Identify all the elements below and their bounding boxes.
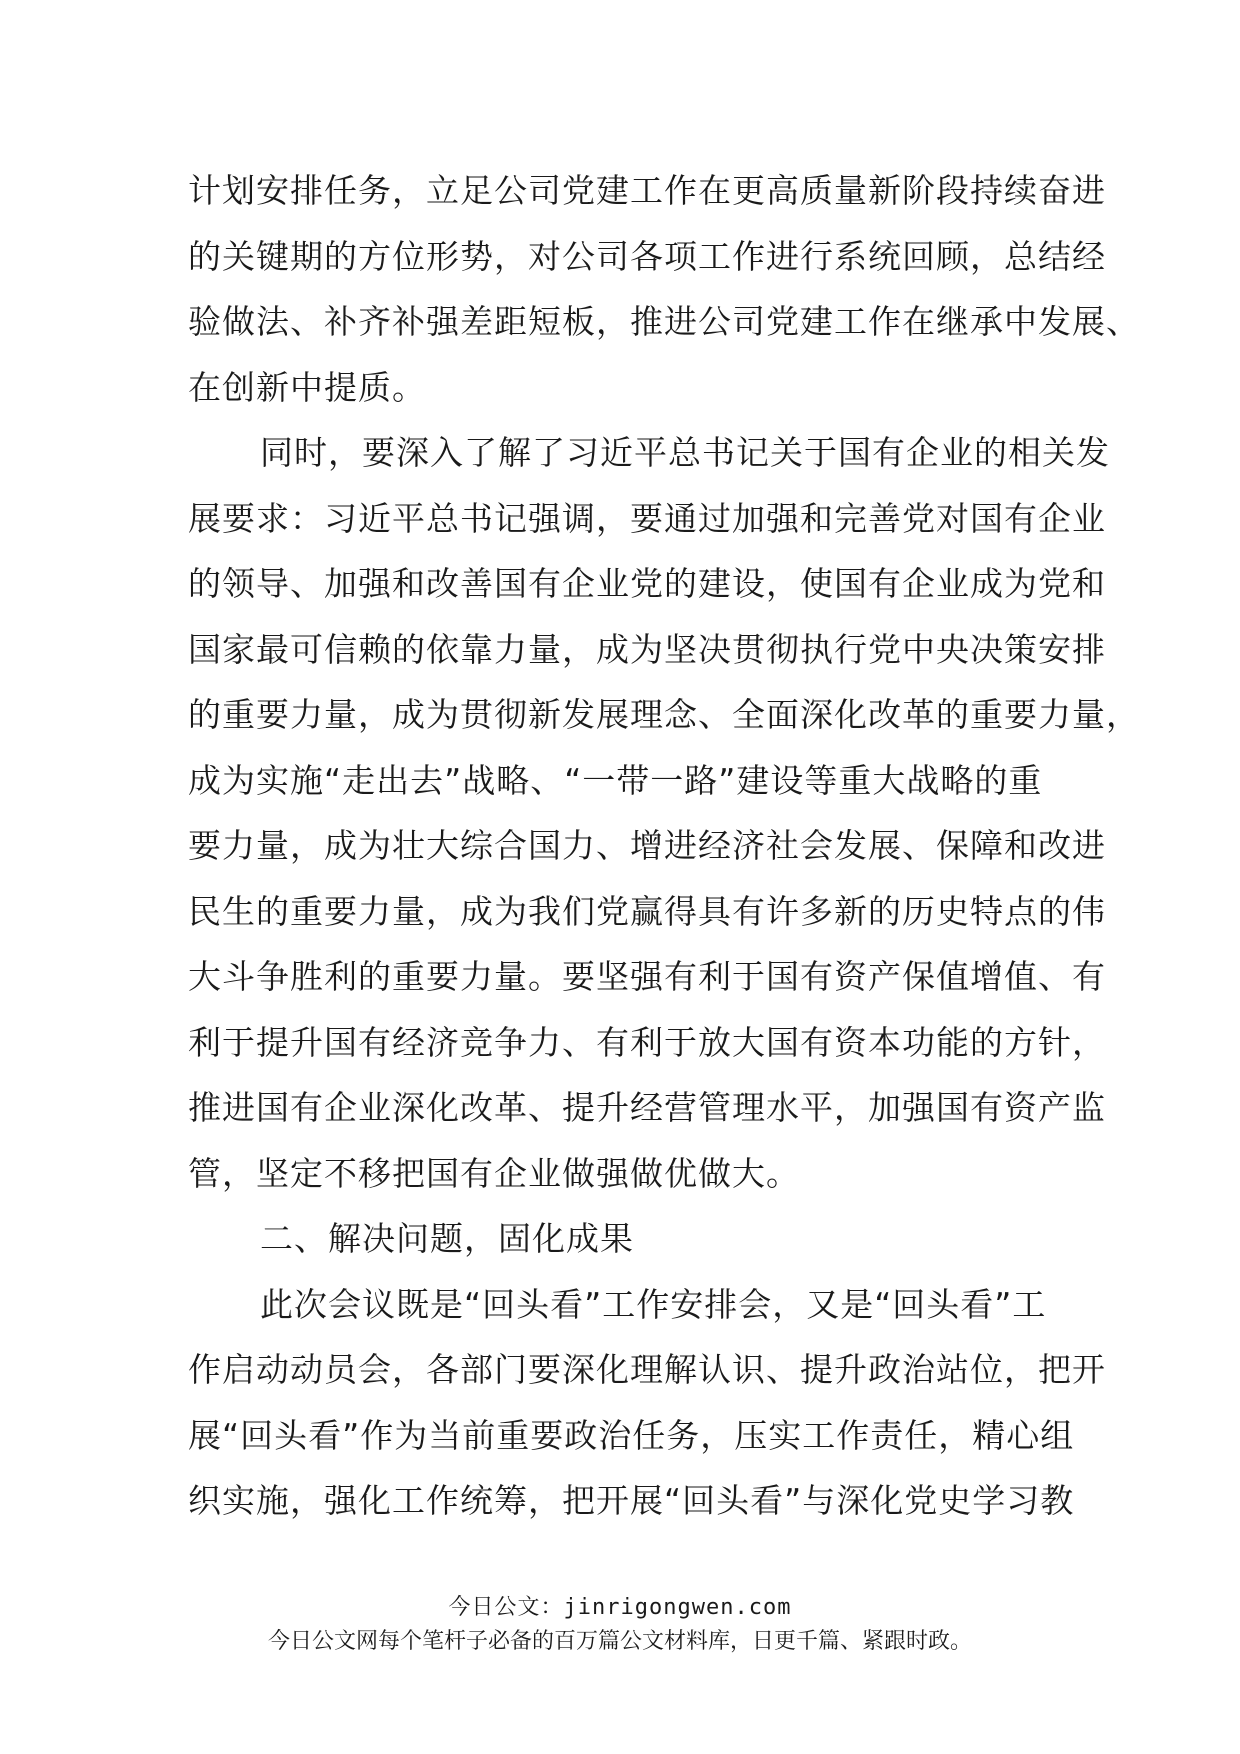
document-body [188,158,1140,1534]
text-line: 民生的重要力量，成为我们党赢得具有许多新的历史特点的伟 [188,891,1106,931]
footer-site-url[interactable]: jinrigongwen.com [563,1595,792,1620]
footer-site [0,1590,1240,1621]
text-line: 作启动动员会，各部门要深化理解认识、提升政治站位，把开 [188,1350,1106,1389]
text-line: 大斗争胜利的重要力量。要坚强有利于国有资产保值增值、有 [188,957,1106,996]
text-line: 成为实施“走出去”战略、“一带一路”建设等重大战略的重 [188,760,1043,800]
text-line: 展要求：习近平总书记强调，要通过加强和完善党对国有企业 [188,498,1106,538]
text-line: 验做法、补齐补强差距短板，推进公司党建工作在继承中发展、 [188,302,1140,341]
footer-slogan: 今日公文网每个笔杆子必备的百万篇公文材料库，日更千篇、紧跟时政。 [267,1629,972,1654]
text-line: 利于提升国有经济竞争力、有利于放大国有资本功能的方针， [188,1022,1106,1062]
text-line: 的领导、加强和改善国有企业党的建设，使国有企业成为党和 [188,564,1106,603]
paragraph-first-line: 此次会议既是“回头看”工作安排会，又是“回头看”工 [260,1284,1047,1324]
text-line: 推进国有企业深化改革、提升经营管理水平，加强国有资产监 [188,1088,1106,1127]
text-line: 的关键期的方位形势，对公司各项工作进行系统回顾，总结经 [188,236,1106,276]
text-line: 要力量，成为壮大综合国力、增进经济社会发展、保障和改进 [188,826,1106,865]
text-line: 管，坚定不移把国有企业做强做优做大。 [188,1153,800,1193]
text-line: 展“回头看”作为当前重要政治任务，压实工作责任，精心组 [188,1415,1075,1455]
paragraph-first-line: 同时，要深入了解了习近平总书记关于国有企业的相关发 [260,433,1110,472]
text-line: 的重要力量，成为贯彻新发展理念、全面深化改革的重要力量， [188,695,1140,734]
section-heading: 二、解决问题，固化成果 [260,1219,634,1258]
text-line: 在创新中提质。 [188,367,426,407]
footer-site-label: 今日公文： [448,1595,564,1620]
text-line: 计划安排任务，立足公司党建工作在更高质量新阶段持续奋进 [188,171,1106,210]
text-line: 织实施，强化工作统筹，把开展“回头看”与深化党史学习教 [188,1481,1075,1520]
text-line: 国家最可信赖的依靠力量，成为坚决贯彻执行党中央决策安排 [188,629,1106,669]
